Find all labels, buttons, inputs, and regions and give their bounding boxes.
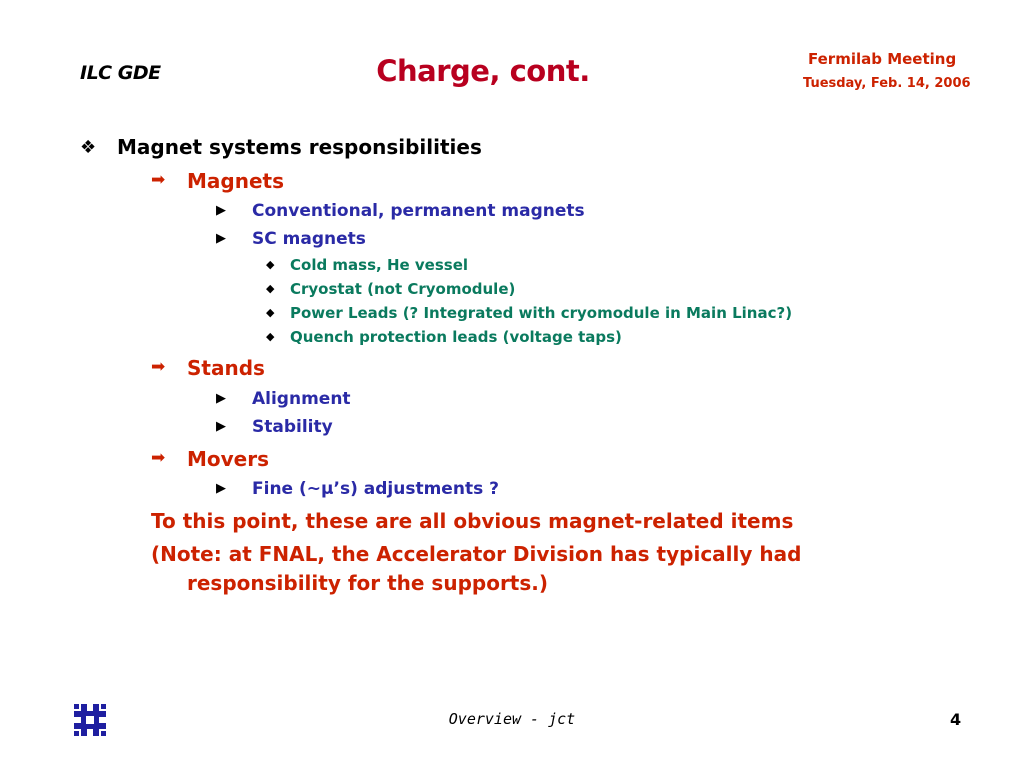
diamond-icon: ◆ — [266, 258, 275, 271]
bullet-l3-quench: Quench protection leads (voltage taps) — [290, 328, 622, 346]
diamond-icon: ◆ — [266, 306, 275, 319]
bullet-l3-cryostat: Cryostat (not Cryomodule) — [290, 280, 516, 298]
bullet-l2-fine-adjustments: Fine (~μ’s) adjustments ? — [252, 479, 499, 499]
diamond-icon: ◆ — [266, 282, 275, 295]
meeting-date: Tuesday, Feb. 14, 2006 — [803, 76, 971, 91]
triangle-right-icon: ▶ — [216, 391, 226, 406]
bullet-l0-magnet-systems: Magnet systems responsibilities — [117, 135, 482, 159]
note-fnal-line2: responsibility for the supports.) — [187, 571, 549, 595]
header-left-label: ILC GDE — [80, 62, 161, 84]
note-fnal-line1: (Note: at FNAL, the Accelerator Division has typically had — [151, 542, 802, 566]
meeting-label: Fermilab Meeting — [808, 50, 957, 68]
bullet-l2-alignment: Alignment — [252, 389, 351, 409]
bullet-l1-movers: Movers — [187, 447, 270, 471]
page-number: 4 — [950, 710, 962, 729]
bullet-l2-sc-magnets: SC magnets — [252, 229, 366, 249]
bullet-l1-magnets: Magnets — [187, 169, 284, 193]
arrow-right-icon: ➡ — [151, 357, 166, 377]
bullet-l1-stands: Stands — [187, 356, 265, 380]
triangle-right-icon: ▶ — [216, 203, 226, 218]
diamond-icon: ◆ — [266, 330, 275, 343]
bullet-l2-stability: Stability — [252, 417, 333, 437]
triangle-right-icon: ▶ — [216, 481, 226, 496]
four-diamond-icon: ❖ — [80, 137, 97, 158]
footer-text: Overview - jct — [448, 710, 576, 728]
bullet-l3-cold-mass: Cold mass, He vessel — [290, 256, 469, 274]
arrow-right-icon: ➡ — [151, 170, 166, 190]
note-magnet-related: To this point, these are all obvious magnet-related items — [151, 509, 794, 533]
bullet-l2-conventional: Conventional, permanent magnets — [252, 201, 585, 221]
triangle-right-icon: ▶ — [216, 419, 226, 434]
slide-title: Charge, cont. — [376, 54, 590, 88]
bullet-l3-power-leads: Power Leads (? Integrated with cryomodule in Main Linac?) — [290, 304, 793, 322]
triangle-right-icon: ▶ — [216, 231, 226, 246]
arrow-right-icon: ➡ — [151, 448, 166, 468]
